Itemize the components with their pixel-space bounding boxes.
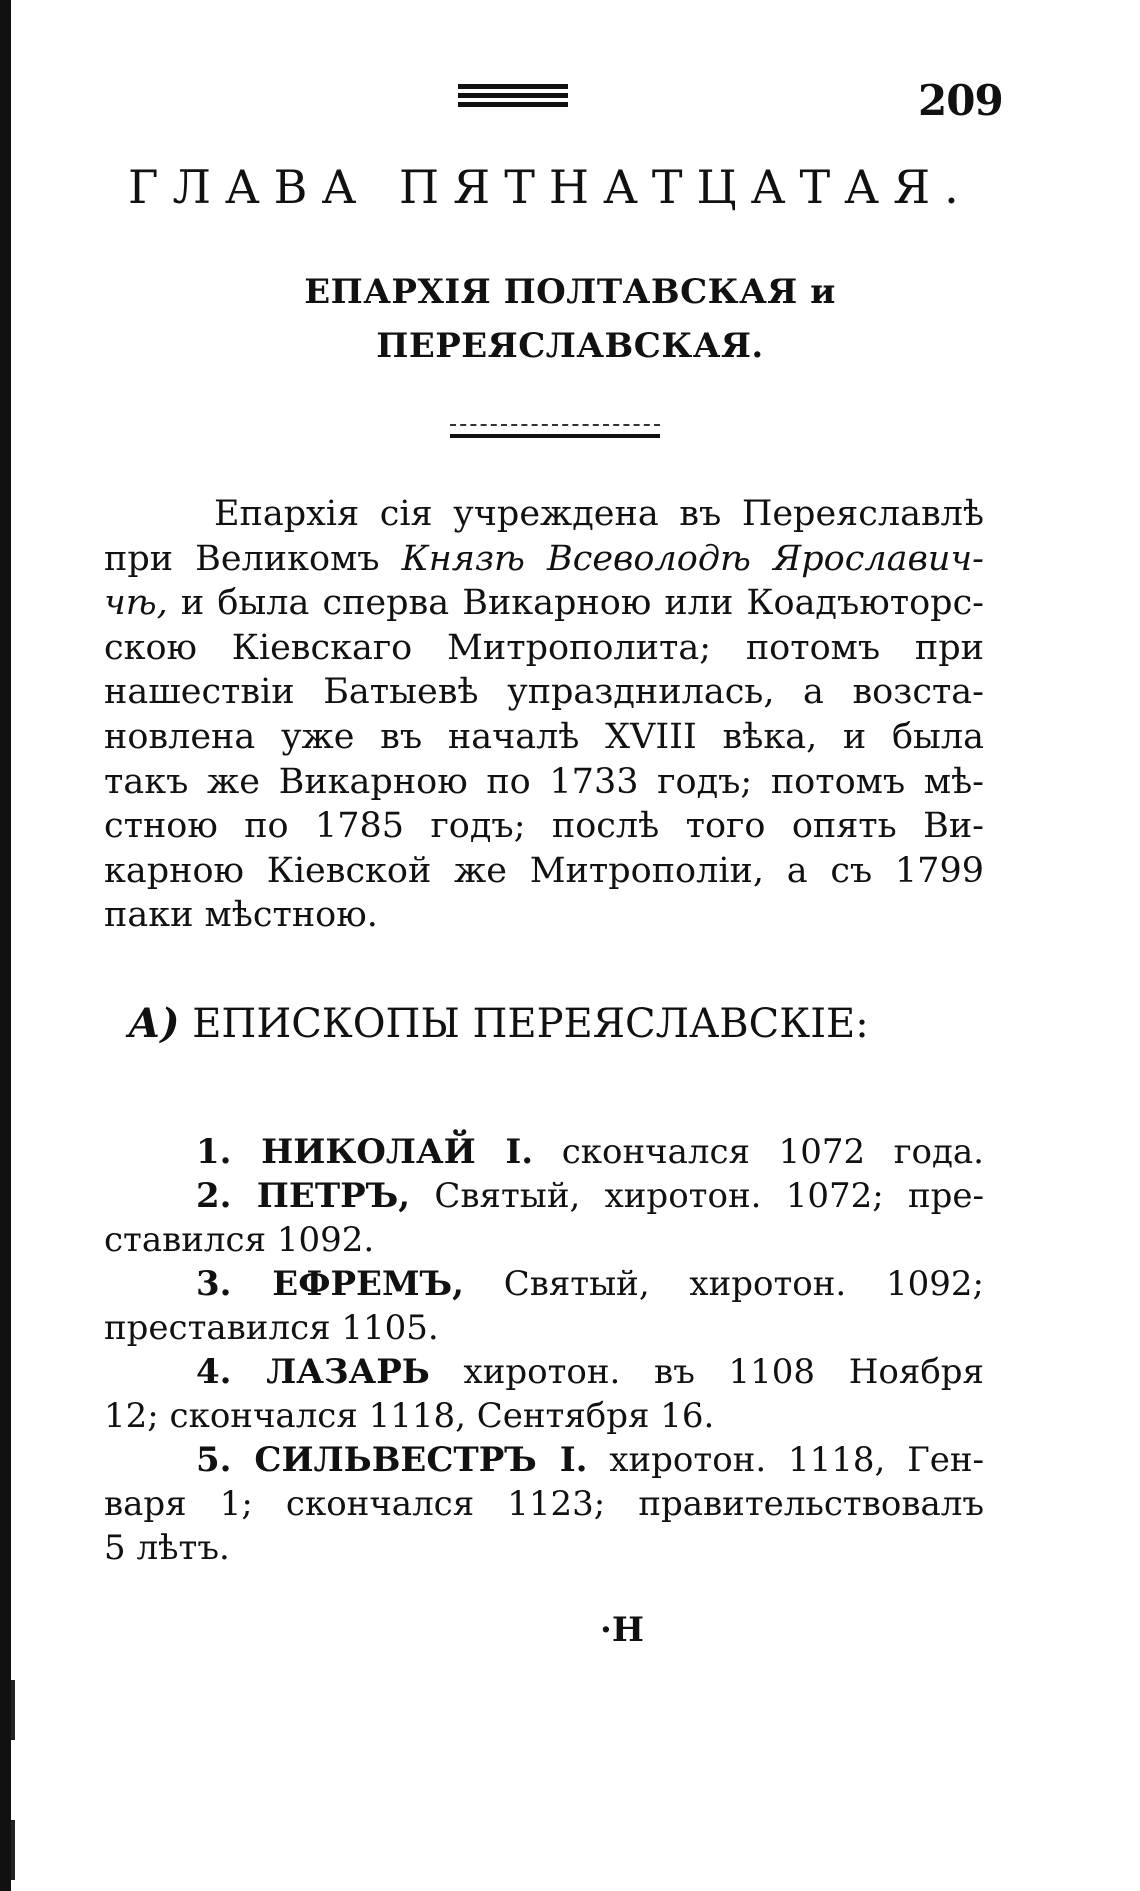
list-item [104, 1438, 984, 1570]
header-ornament [458, 84, 568, 111]
text-run: Святый, хиротон. 1072; пре- [434, 1176, 984, 1216]
divider-ornament [450, 424, 660, 438]
paragraph-line: новлена уже въ началѣ XVIII вѣка, и была [104, 716, 984, 757]
text-run: Святый, хиротон. 1092; [503, 1264, 984, 1304]
intro-paragraph [104, 492, 984, 938]
entry-line [104, 1350, 984, 1394]
bishop-name: 4. ЛАЗАРЬ [196, 1352, 430, 1392]
subsection-mark: А) [128, 1000, 180, 1047]
list-item [104, 1350, 984, 1438]
paragraph-line: карною Кіевской же Митрополіи, а съ 1799 [104, 850, 984, 891]
entry-line [104, 1438, 984, 1482]
italic-name: чѣ, [104, 583, 168, 624]
entry-line [104, 1130, 984, 1174]
section-heading-line-2: ПЕРЕЯСЛАВСКАЯ. [376, 326, 764, 366]
entry-line: преставился 1105. [104, 1308, 439, 1348]
italic-name: Князѣ Всеволодѣ Ярославич- [401, 538, 984, 579]
text-run: хиротон. 1118, Ген- [609, 1440, 984, 1480]
bishop-name: 1. НИКОЛАЙ I. [196, 1132, 534, 1172]
entry-line: 12; скончался 1118, Сентября 16. [104, 1396, 715, 1436]
list-item [104, 1262, 984, 1350]
entry-line: 5 лѣтъ. [104, 1528, 230, 1568]
paragraph-line: стною по 1785 годъ; послѣ того опять Ви- [104, 806, 984, 847]
subsection-title [128, 1000, 988, 1047]
bishop-name: 3. ЕФРЕМЪ, [196, 1264, 464, 1304]
chapter-title: ГЛАВА ПЯТНАТЦАТАЯ. [128, 160, 973, 214]
bishops-list [104, 1130, 984, 1570]
text-run: хиротон. въ 1108 Ноября [463, 1352, 984, 1392]
page-number: 209 [918, 76, 1003, 125]
paragraph-line: нашествіи Батыевѣ упразднилась, а возста- [104, 672, 984, 713]
text-run: скончался 1072 года. [561, 1132, 984, 1172]
signature-mark: ·Н [600, 1610, 644, 1650]
bishop-name: 2. ПЕТРЪ, [196, 1176, 411, 1216]
list-item [104, 1130, 984, 1174]
paragraph-line: паки мѣстною. [104, 895, 378, 936]
paragraph-line [104, 581, 984, 626]
entry-line [104, 1262, 984, 1306]
paragraph-line: такъ же Викарною по 1733 годъ; потомъ мѣ- [104, 761, 984, 802]
paragraph-line [104, 537, 984, 582]
subsection-title-text: ЕПИСКОПЫ ПЕРЕЯСЛАВСКІЕ: [192, 1001, 869, 1047]
entry-line: варя 1; скончался 1123; правительствовалъ [104, 1484, 984, 1524]
text-run: и была сперва Викарною или Коадъюторс- [180, 583, 984, 624]
list-item [104, 1174, 984, 1262]
entry-line: ставился 1092. [104, 1220, 375, 1260]
paragraph-line: скою Кіевскаго Митрополита; потомъ при [104, 627, 984, 668]
bishop-name: 5. СИЛЬВЕСТРЪ I. [196, 1440, 588, 1480]
paragraph-line: Епархія сія учреждена въ Переяславлѣ [214, 494, 984, 534]
section-heading-line-1: ЕПАРХІЯ ПОЛТАВСКАЯ и [304, 272, 836, 312]
entry-line [104, 1174, 984, 1218]
text-run: при Великомъ [104, 538, 380, 579]
